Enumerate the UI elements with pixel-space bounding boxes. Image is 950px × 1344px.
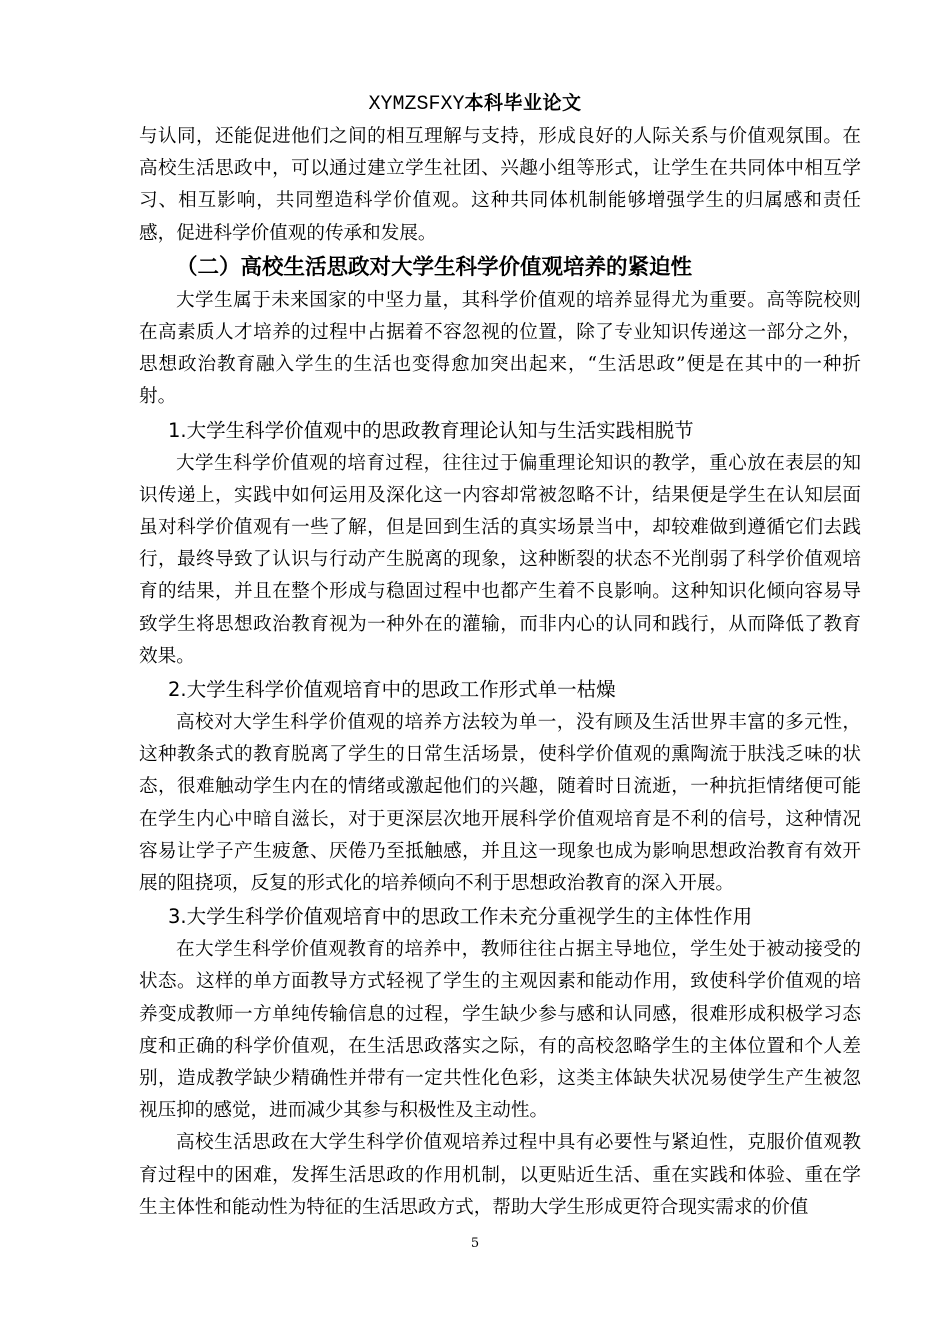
header-title: 本科毕业论文 xyxy=(464,92,582,114)
subsection-heading-1: 1.大学生科学价值观中的思政教育理论认知与生活实践相脱节 xyxy=(168,418,694,442)
subsection-heading-3: 3.大学生科学价值观培育中的思政工作未充分重视学生的主体性作用 xyxy=(168,905,753,929)
paragraph: 高校对大学生科学价值观的培养方法较为单一，没有顾及生活世界丰富的多元性，这种教条式的教育脱离了学生的日常生活场景，使科学价值观的熏陶流于肤浅乏味的状态，很难触动学生内在的情绪或激起他们的兴趣，随着时日流逝，一种抗拒情绪便可能在学生内心中暗自滋长，对于更深层次地开展科学价值观培育是不利的信号，这种情况容易让学子产生疲惫、厌倦乃至抵触感，并且这一现象也成为影响思想政治教育有效开展的阻挠项，反复的形式化的培养倾向不利于思想政治教育的深入开展。 xyxy=(139,712,861,895)
subsection-heading-2: 2.大学生科学价值观培育中的思政工作形式单一枯燥 xyxy=(168,678,616,702)
paragraph: 大学生科学价值观的培育过程，往往过于偏重理论知识的教学，重心放在表层的知识传递上，实践中如何运用及深化这一内容却常被忽略不计，结果便是学生在认知层面虽对科学价值观有一些了解，但是回到生活的真实场景当中，却较难做到遵循它们去践行，最终导致了认识与行动产生脱离的现象，这种断裂的状态不光削弱了科学价值观培育的结果，并且在整个形成与稳固过程中也都产生着不良影响。这种知识化倾向容易导致学生将思想政治教育视为一种外在的灌输，而非内心的认同和践行，从而降低了教育效果。 xyxy=(139,452,861,667)
body-text xyxy=(139,121,861,1224)
header-code: XYMZSFXY xyxy=(368,93,465,116)
page-header xyxy=(0,90,950,118)
paragraph: 与认同，还能促进他们之间的相互理解与支持，形成良好的人际关系与价值观氛围。在高校生活思政中，可以通过建立学生社团、兴趣小组等形式，让学生在共同体中相互学习、相互影响，共同塑造科学价值观。这种共同体机制能够增强学生的归属感和责任感，促进科学价值观的传承和发展。 xyxy=(139,126,861,244)
section-heading: （二）高校生活思政对大学生科学价值观培养的紧迫性 xyxy=(176,254,693,280)
page-number: 5 xyxy=(470,1236,480,1251)
paragraph: 高校生活思政在大学生科学价值观培养过程中具有必要性与紧迫性，克服价值观教育过程中的困难，发挥生活思政的作用机制，以更贴近生活、重在实践和体验、重在学生主体性和能动性为特征的生活思政方式，帮助大学生形成更符合现实需求的价值 xyxy=(139,1132,861,1218)
paragraph: 大学生属于未来国家的中坚力量，其科学价值观的培养显得尤为重要。高等院校则在高素质人才培养的过程中占据着不容忽视的位置，除了专业知识传递这一部分之外，思想政治教育融入学生的生活也变得愈加突出起来，“生活思政”便是在其中的一种折射。 xyxy=(139,289,861,408)
paragraph: 在大学生科学价值观教育的培养中，教师往往占据主导地位，学生处于被动接受的状态。这样的单方面教导方式轻视了学生的主观因素和能动作用，致使科学价值观的培养变成教师一方单纯传输信息的过程，学生缺少参与感和认同感，很难形成积极学习态度和正确的科学价值观，在生活思政落实之际，有的高校忽略学生的主体位置和个人差别，造成教学缺少精确性并带有一定共性化色彩，这类主体缺失状况易使学生产生被忽视压抑的感觉，进而减少其参与积极性及主动性。 xyxy=(139,939,861,1122)
